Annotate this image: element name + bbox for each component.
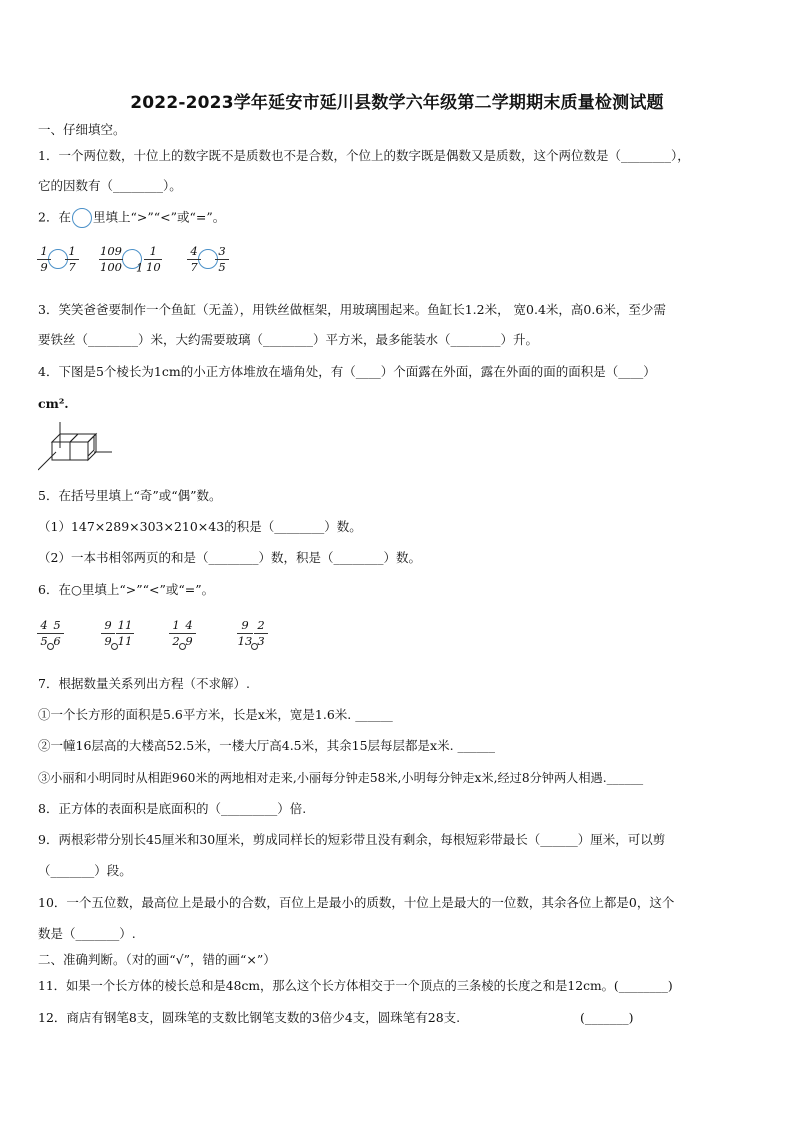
q12-text: 12．商店有钢笔8支，圆珠笔的支数比钢笔支数的3倍少4支，圆珠笔有28支. [38,1010,461,1025]
fraction: $\frac{11}{11}$ [117,618,133,648]
section-2-heading: 二、准确判断。（对的画“√”，错的画“×”） [38,952,276,967]
fraction: $\frac{4}{7}$ [186,244,202,274]
q2-pair-2 [98,244,163,275]
q5-line1: 5．在括号里填上“奇”或“偶”数。 [38,488,222,503]
q12-blank: (_______) [580,1010,634,1025]
fraction: $\frac{5}{6}$ [49,618,65,648]
q7-sub2: ②一幢16层高的大楼高52.5米，一楼大厅高4.5米，其余15层每层都是x米. ______ [38,738,496,753]
q10-line2: 数是（_______）. [38,926,136,941]
q2-pair-1 [36,244,80,274]
q2-instruction [38,208,225,228]
fraction: $\frac{1}{2}$ [168,618,184,648]
exam-title: 2022-2023学年延安市延川县数学六年级第二学期期末质量检测试题 [130,93,664,113]
fraction: $\frac{9}{13}$ [237,618,253,648]
stray-digit: 1 [136,260,144,275]
fraction: $\frac{109}{100}$ [100,244,122,274]
q6-pair-2 [100,618,135,650]
fraction: $\frac{4}{5}$ [36,618,52,648]
q9-line2: （_______）段。 [38,863,132,878]
fraction: $\frac{9}{9}$ [100,618,116,648]
q9-line1: 9．两根彩带分别长45厘米和30厘米，剪成同样长的短彩带且没有剩余，每根短彩带最长（______）厘米，可以剪 [38,832,666,847]
section-1-heading: 一、仔细填空。 [38,122,126,137]
fraction: $\frac{4}{9}$ [181,618,197,648]
q8: 8．正方体的表面积是底面积的（_________）倍. [38,801,307,816]
q1-line2: 它的因数有（________）。 [38,178,182,193]
q6-pair-4 [236,618,269,650]
q10-line1: 10．一个五位数，最高位上是最小的合数，百位上是最小的质数，十位上是最大的一位数，其余各位上都是0，这个 [38,895,675,910]
q6-instruction: 6．在○里填上“>”“<”或“=”。 [38,582,215,597]
fraction: $\frac{2}{3}$ [253,618,269,648]
q4-line2: cm². [38,396,69,411]
q11: 11．如果一个长方体的棱长总和是48cm，那么这个长方体相交于一个顶点的三条棱的长度之和是12cm。(________) [38,979,673,993]
q6-pair-3 [168,618,197,650]
q7-sub3: ③小丽和小明同时从相距960米的两地相对走来,小丽每分钟走58米,小明每分钟走x米,经过8分钟两人相遇.______ [38,771,644,785]
q5-line2: （1）147×289×303×210×43的积是（________）数。 [38,519,362,534]
q1-line1: 1．一个两位数，十位上的数字既不是质数也不是合数，个位上的数字既是偶数又是质数，这个两位数是（________）， [38,148,690,163]
fraction: $\frac{1}{10}$ [146,244,161,274]
q4-line1: 4．下图是5个棱长为1cm的小正方体堆放在墙角处，有（____）个面露在外面，露在外面的面的面积是（____） [38,364,656,379]
fraction: $\frac{1}{7}$ [64,244,80,274]
cubes-figure [38,422,112,474]
q3-line2: 要铁丝（________）米，大约需要玻璃（________）平方米，最多能装水（________）升。 [38,332,539,347]
q3-line1: 3．笑笑爸爸要制作一个鱼缸（无盖），用铁丝做框架，用玻璃围起来。鱼缸长1.2米， 宽0.4米，高0.6米，至少需 [38,302,666,317]
compare-circle-icon [72,208,92,228]
q7-sub1: ①一个长方形的面积是5.6平方米，长是x米，宽是1.6米. ______ [38,707,393,722]
q2-prefix: 2．在 [38,209,71,225]
fraction: $\frac{1}{9}$ [36,244,52,274]
fraction: $\frac{3}{5}$ [214,244,230,274]
q2-pair-3 [186,244,230,274]
q7-instruction: 7．根据数量关系列出方程（不求解）. [38,676,250,691]
q2-suffix: 里填上“>”“<”或“=”。 [92,209,226,225]
q6-pair-1 [36,618,65,650]
q5-line3: （2）一本书相邻两页的和是（________）数，积是（________）数。 [38,550,421,565]
